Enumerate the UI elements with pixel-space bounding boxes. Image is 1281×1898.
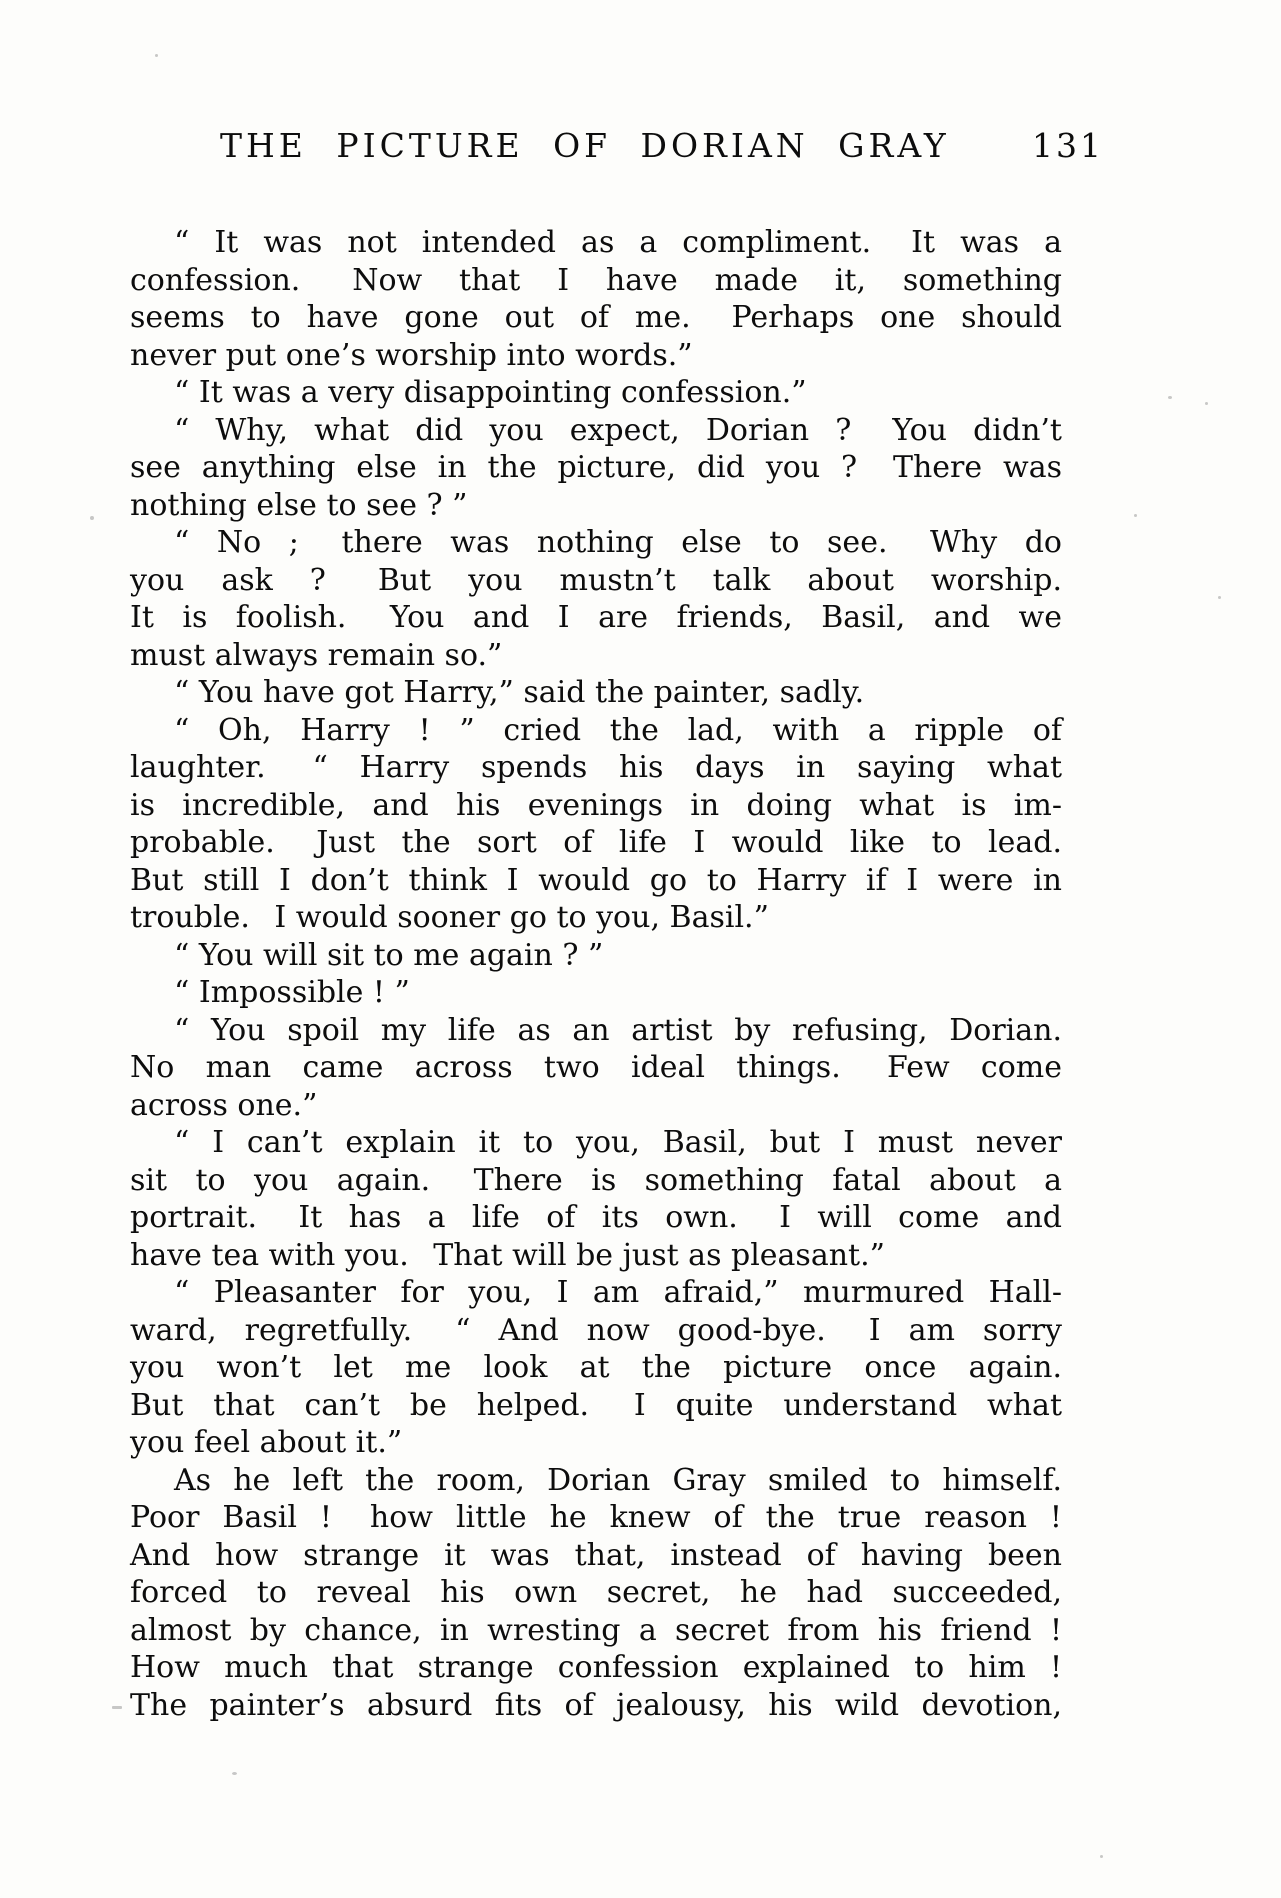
text-line: probable. Just the sort of life I would like to lead. [130,825,1062,860]
text-line: forced to reveal his own secret, he had succeeded, [130,1575,1062,1610]
text-line: “ Pleasanter for you, I am afraid,” murmured Hall- [174,1275,1062,1310]
text-line: Poor Basil ! how little he knew of the true reason ! [130,1500,1062,1535]
text-line: laughter. “ Harry spends his days in saying what [130,750,1062,785]
text-line: “ It was a very disappointing confession.” [174,375,807,410]
text-line: seems to have gone out of me. Perhaps one should [130,300,1062,335]
running-head [0,126,1281,170]
text-line: “ I can’t explain it to you, Basil, but I must never [174,1125,1062,1160]
text-line: across one.” [130,1087,318,1123]
running-head-title: THE PICTURE OF DORIAN GRAY [220,126,950,165]
text-line: “ No ; there was nothing else to see. Why do [174,525,1062,560]
scan-speck [1168,396,1172,399]
text-line: As he left the room, Dorian Gray smiled to himself. [174,1462,1062,1498]
text-line: ward, regretfully. “ And now good-bye. I am sorry [130,1312,1062,1348]
text-line: you ask ? But you mustn’t talk about worship. [130,562,1062,598]
text-line: is incredible, and his evenings in doing what is im- [130,787,1062,823]
text-line: But still I don’t think I would go to Harry if I were in [130,862,1062,898]
text-line: “ It was not intended as a compliment. It was a [174,225,1062,260]
text-line: you won’t let me look at the picture once again. [130,1350,1062,1385]
text-line: No man came across two ideal things. Few come [130,1050,1062,1085]
scan-speck [1218,596,1221,599]
text-line: And how strange it was that, instead of having been [130,1537,1062,1573]
text-line: almost by chance, in wresting a secret from his friend ! [130,1612,1062,1648]
text-line: “ You spoil my life as an artist by refusing, Dorian. [174,1012,1062,1048]
text-line: have tea with you. That will be just as pleasant.” [130,1237,885,1273]
text-line: must always remain so.” [130,637,503,673]
text-line: “ Impossible ! ” [174,975,410,1010]
scan-speck [1205,402,1208,405]
text-line: “ Oh, Harry ! ” cried the lad, with a ripple of [174,712,1062,748]
page-body [130,224,1062,1724]
text-line: “ Why, what did you expect, Dorian ? You didn’t [174,412,1062,448]
text-line: trouble. I would sooner go to you, Basil.” [130,900,769,935]
text-line: But that can’t be helped. I quite understand what [130,1387,1062,1423]
text-line: “ You have got Harry,” said the painter, sadly. [174,675,865,710]
page-number: 131 [1032,126,1104,165]
text-line: never put one’s worship into words.” [130,337,693,373]
text-line: you feel about it.” [130,1425,403,1460]
text-line: sit to you again. There is something fatal about a [130,1162,1062,1198]
scan-speck [90,516,94,520]
text-line: confession. Now that I have made it, something [130,262,1062,298]
text-line: How much that strange confession explained to him ! [130,1650,1062,1685]
text-line: nothing else to see ? ” [130,487,468,523]
scan-artifact-dash [112,1706,122,1709]
text-line: “ You will sit to me again ? ” [174,937,604,973]
scan-speck [232,1772,237,1775]
scan-speck [1100,1855,1103,1858]
scan-speck [1134,514,1137,517]
text-line: see anything else in the picture, did you ? There was [130,450,1062,485]
scan-speck [155,54,158,57]
text-line: portrait. It has a life of its own. I will come and [130,1200,1062,1235]
text-line: It is foolish. You and I are friends, Basil, and we [130,600,1062,635]
text-line: The painter’s absurd fits of jealousy, his wild devotion, [130,1687,1062,1723]
